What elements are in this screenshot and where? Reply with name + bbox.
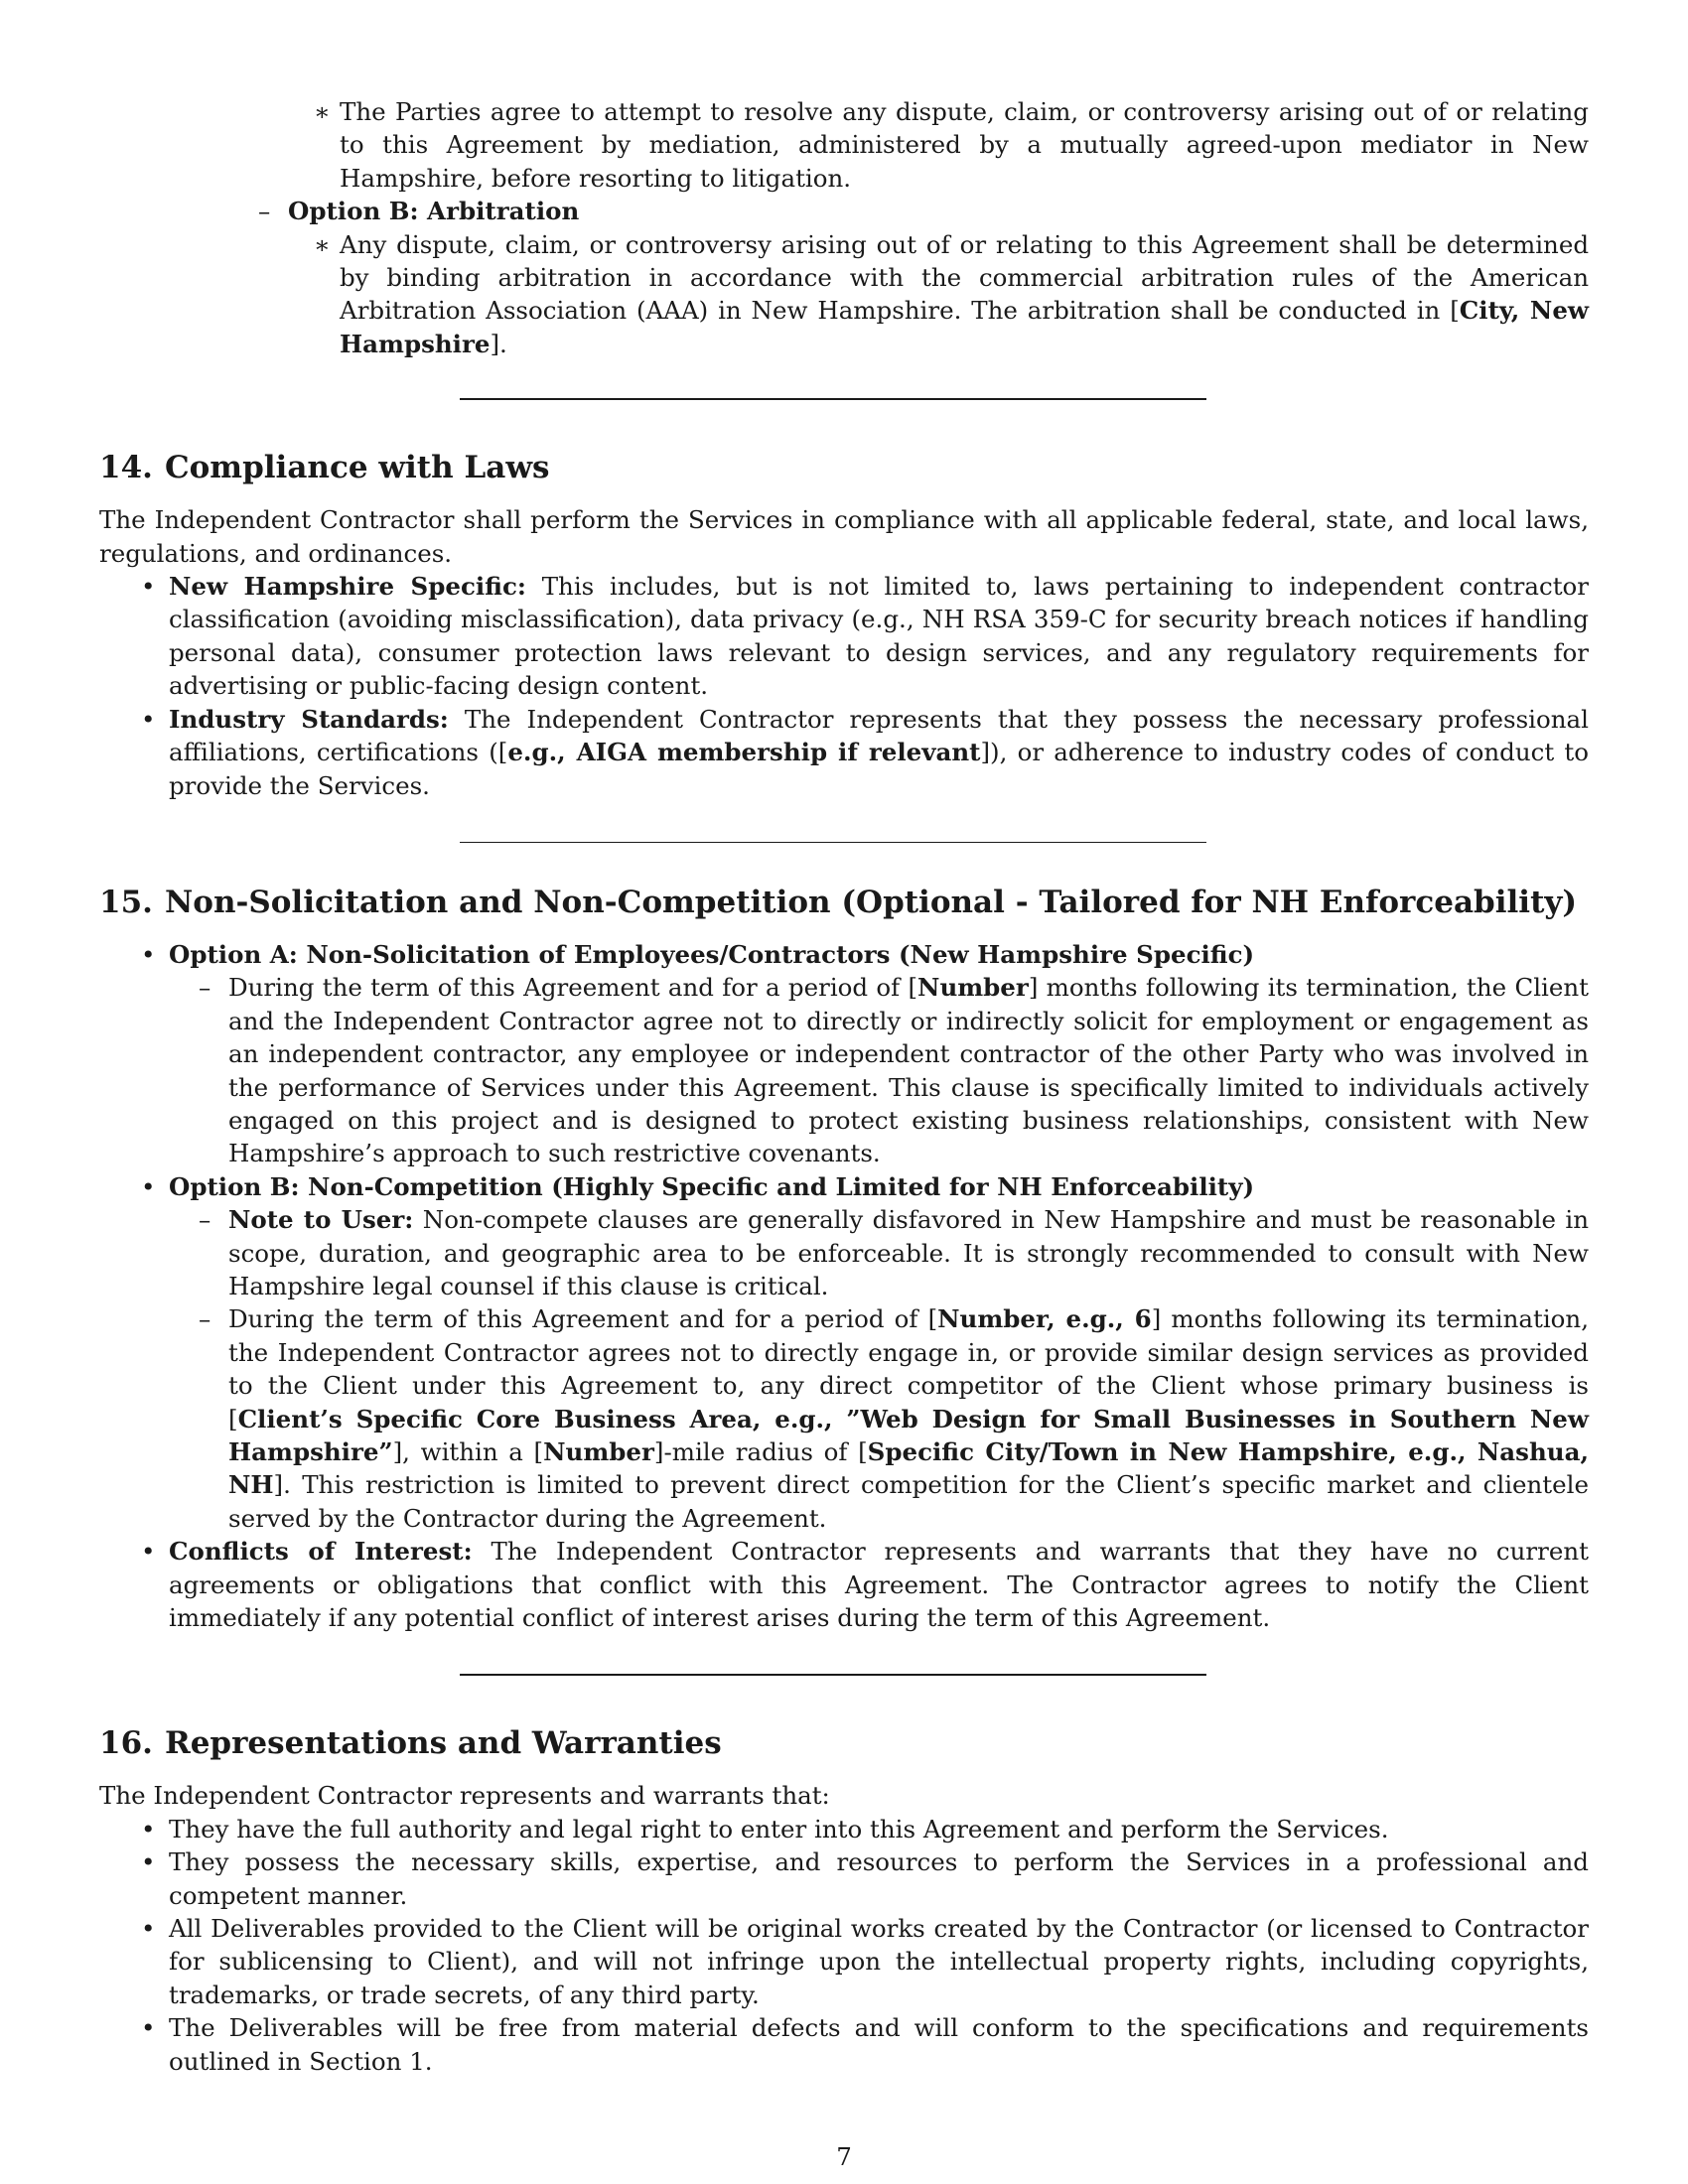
- arbitration-list: [288, 228, 1589, 361]
- option-b-noncompete-title: Option B: Non-Competition (Highly Specific and Limited for NH Enforceability): [169, 1171, 1255, 1201]
- nh-specific-label: New Hampshire Specific:: [169, 572, 526, 602]
- list-item: • They have the full authority and legal right to enter into this Agreement and perform the Services.: [99, 1813, 1589, 1845]
- option-a-placeholder: Number: [917, 973, 1029, 1003]
- option-b-text: ]-mile radius of [: [653, 1437, 868, 1466]
- note-text: Non-compete clauses are generally disfavored in New Hampshire and must be reasonable in scope, duration, and geographic area to be enforceable. It is strongly recommended to consult with New Hampshire legal counsel if this clause is critical.: [228, 1205, 1589, 1300]
- list-item: [99, 938, 1589, 1170]
- mediation-item: [288, 95, 1589, 195]
- section-15-heading: [99, 883, 1589, 922]
- list-item: [99, 570, 1589, 703]
- section-divider: [460, 398, 1206, 400]
- section-16-list: [99, 1813, 1589, 2078]
- option-b-placeholder: Specific City/Town in New Hampshire, e.g., Nashua, NH: [228, 1437, 1590, 1500]
- section-14-number: 14.: [99, 450, 153, 486]
- section-15-list: [99, 938, 1589, 1635]
- list-item: [169, 1302, 1589, 1535]
- section-15-number: 15.: [99, 884, 153, 920]
- section-16-number: 16.: [99, 1725, 153, 1762]
- note-label: Note to User:: [228, 1205, 414, 1235]
- mediation-text: The Parties agree to attempt to resolve any dispute, claim, or controversy arising out of or relating to this Agreement by mediation, administered by a mutually agreed-upon mediator in New Hampshire, before resorting to litigation.: [340, 97, 1589, 193]
- option-b-text: ], within a [: [392, 1437, 544, 1466]
- list-item: [99, 703, 1589, 802]
- option-b-sublist: [169, 1203, 1589, 1535]
- section-divider: [460, 842, 1206, 843]
- document-page: [99, 95, 1589, 2078]
- list-item: • All Deliverables provided to the Client will be original works created by the Contractor (or licensed to Contractor for sublicensing to Client), and will not infringe upon the intellectual property rights, including copyrights, trademarks, or trade secrets, of any third party.: [99, 1912, 1589, 2011]
- option-a-text-end: ] months following its termination, the Client and the Independent Contractor agree not to directly or indirectly solicit for employment or engagement as an independent contractor, any employee or independent contractor of the other Party who was involved in the performance of Services under this Agreement. This clause is specifically limited to individuals actively engaged on this project and is designed to protect existing business relationships, consistent with New Hampshire’s approach to such restrictive covenants.: [228, 973, 1589, 1168]
- industry-standards-text-end: ]), or adherence to industry codes of conduct to provide the Services.: [169, 738, 1589, 800]
- list-item: [99, 1170, 1589, 1535]
- option-a-title: Option A: Non-Solicitation of Employees/Contractors (New Hampshire Specific): [169, 939, 1255, 969]
- industry-standards-label: Industry Standards:: [169, 704, 449, 734]
- section-16-intro: The Independent Contractor represents and warrants that:: [99, 1781, 830, 1811]
- mediation-list: [288, 95, 1589, 195]
- section-14-title: Compliance with Laws: [164, 450, 550, 486]
- option-b-text: During the term of this Agreement and for a period of [: [228, 1304, 938, 1334]
- list-item: [99, 1535, 1589, 1634]
- list-item: [169, 971, 1589, 1169]
- section-divider: [460, 1674, 1206, 1676]
- option-b-placeholder: Number: [543, 1437, 654, 1466]
- list-item: • They possess the necessary skills, expertise, and resources to perform the Services in a professional and competent manner.: [99, 1845, 1589, 1912]
- option-a-text: During the term of this Agreement and for a period of [: [228, 973, 918, 1003]
- option-b-text: ] months following its termination, the Independent Contractor agrees not to directly engage in, or provide similar design services as provided to the Client under this Agreement to, any direct competitor of the Client whose primary business is [: [228, 1304, 1589, 1433]
- list-item: [169, 1203, 1589, 1302]
- option-b-title: Option B: Arbitration: [288, 197, 580, 226]
- nh-specific-text: This includes, but is not limited to, laws pertaining to independent contractor classification (avoiding misclassification), data privacy (e.g., NH RSA 359-C for security breach notices if handling personal data), consumer protection laws relevant to design services, and any regulatory requirements for advertising or public-facing design content.: [169, 572, 1589, 701]
- conflicts-text: The Independent Contractor represents and warrants that they have no current agreements or obligations that conflict with this Agreement. The Contractor agrees to notify the Client immediately if any potential conflict of interest arises during the term of this Agreement.: [169, 1537, 1589, 1633]
- section-14-heading: [99, 448, 1589, 487]
- arbitration-placeholder: City, New Hampshire: [340, 296, 1589, 358]
- section-15-title: Non-Solicitation and Non-Competition (Optional - Tailored for NH Enforceability): [164, 884, 1578, 920]
- page-number: 7: [836, 2142, 852, 2171]
- industry-standards-text: The Independent Contractor represents that they possess the necessary professional affiliations, certifications ([: [169, 704, 1589, 767]
- list-item: • The Deliverables will be free from material defects and will conform to the specifications and requirements outlined in Section 1.: [99, 2011, 1589, 2078]
- arbitration-text: Any dispute, claim, or controversy arising out of or relating to this Agreement shall be determined by binding arbitration in accordance with the commercial arbitration rules of the American Arbitration Association (AAA) in New Hampshire. The arbitration shall be conducted in [: [340, 229, 1589, 326]
- option-b-placeholder: Client’s Specific Core Business Area, e.g., ”Web Design for Small Businesses in Southern New Hampshire”: [228, 1404, 1589, 1466]
- option-b-placeholder: Number, e.g., 6: [937, 1304, 1152, 1334]
- section-16-heading: [99, 1723, 1589, 1763]
- option-b-list: [228, 195, 1589, 360]
- option-b-item: [228, 195, 1589, 360]
- industry-placeholder: e.g., AIGA membership if relevant: [507, 738, 981, 767]
- arbitration-text-end: ].: [490, 329, 507, 358]
- option-b-text-end: ]. This restriction is limited to prevent direct competition for the Client’s specific market and clientele served by the Contractor during the Agreement.: [228, 1470, 1589, 1533]
- section-14-list: [99, 570, 1589, 802]
- section-16-title: Representations and Warranties: [164, 1725, 722, 1762]
- arbitration-item: [288, 228, 1589, 361]
- conflicts-label: Conflicts of Interest:: [169, 1537, 473, 1567]
- option-a-sublist: [169, 971, 1589, 1169]
- section-14-intro: The Independent Contractor shall perform the Services in compliance with all applicable federal, state, and local laws, regulations, and ordinances.: [99, 505, 1589, 568]
